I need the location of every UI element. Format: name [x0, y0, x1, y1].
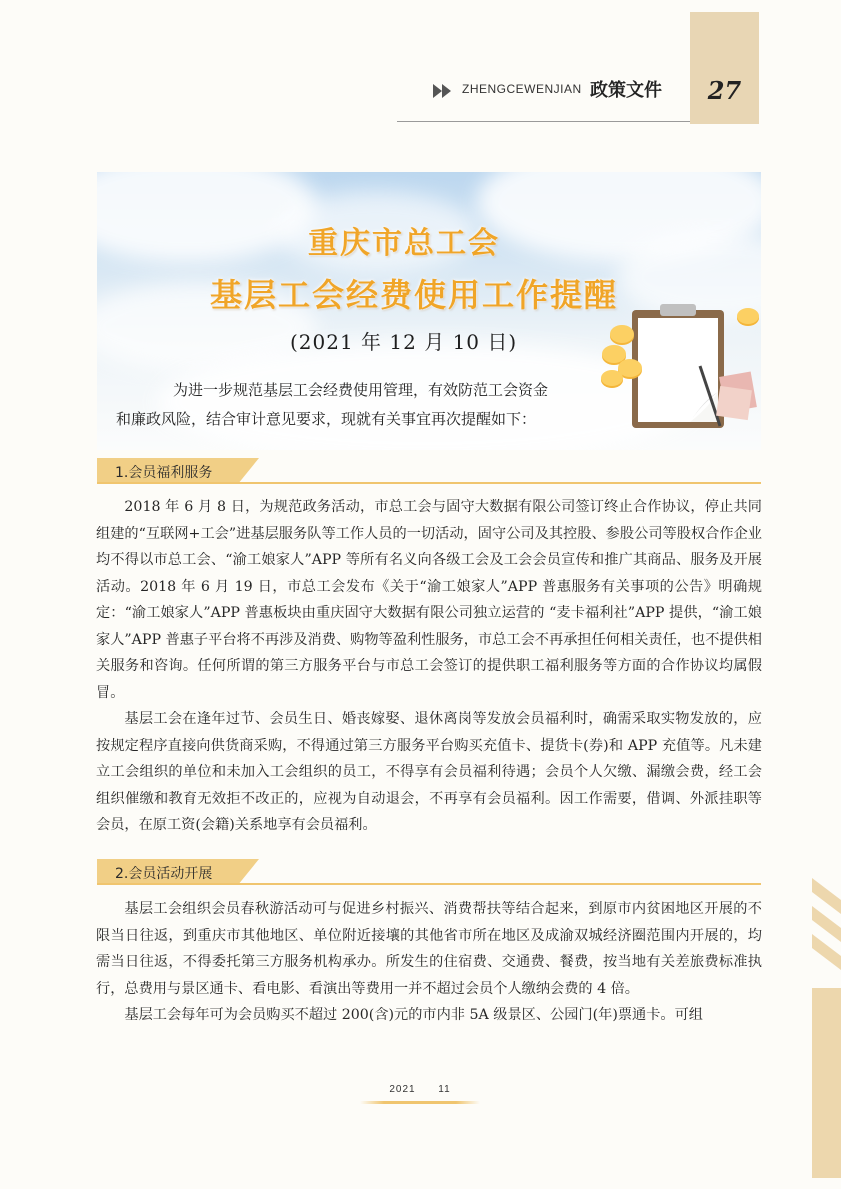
clipboard-coins-illustration [600, 296, 760, 446]
header-rule [397, 121, 690, 122]
section-heading-label: 2.会员活动开展 [115, 866, 213, 882]
banner-title-line1: 重庆市总工会 [308, 226, 500, 261]
footer-rule [360, 1101, 480, 1104]
footer-issue-number: 11 [438, 1084, 451, 1095]
footer-issue [360, 1084, 480, 1095]
paragraph: 基层工会组织会员春秋游活动可与促进乡村振兴、消费帮扶等结合起来，到原市内贫困地区开展的不限当日往返，到重庆市其他地区、单位附近接壤的其他省市所在地区及成渝双城经济圈范围内开展的，均需当日往返，不得委托第三方服务机构承办。所发生的住宿费、交通费、餐费，按当地有关差旅费标准执行，总费用与景区通卡、看电影、看演出等费用一并不超过会员个人缴纳会费的 4 倍。 [96, 901, 762, 997]
section-heading-bar [97, 456, 761, 486]
section-heading-label: 1.会员福利服务 [115, 465, 213, 481]
banner-date: (2021 年 12 月 10 日) [290, 330, 518, 354]
section-heading-rule [97, 883, 761, 885]
double-arrow-icon [433, 84, 453, 98]
banner-title-line2: 基层工会经费使用工作提醒 [209, 276, 618, 314]
intro-line1: 为进一步规范基层工会经费使用管理，有效防范工会资金 [173, 381, 549, 399]
banner-intro [116, 376, 603, 434]
section-name-en: ZHENGCEWENJIAN [462, 82, 582, 96]
paragraph: 基层工会在逢年过节、会员生日、婚丧嫁娶、退休离岗等发放会员福利时，确需采取实物发放的，应按规定程序直接向供货商采购，不得通过第三方服务平台购买充值卡、提货卡(券)和 APP 充值等。凡未建立工会组织的单位和未加入工会组织的员工，不得享有会员福利待遇；会员个人欠缴、漏缴会费，经工会组织催缴和教育无效拒不改正的，应视为自动退会，不再享有会员福利。因工作需要，借调、外派挂职等会员，在原工资(会籍)关系地享有会员福利。 [96, 711, 762, 833]
section-heading-rule [97, 482, 761, 484]
footer-year: 2021 [389, 1084, 416, 1095]
intro-line2: 和廉政风险，结合审计意见要求，现就有关事宜再次提醒如下： [116, 410, 537, 428]
page-number-tab [690, 12, 759, 124]
section-heading-bar [97, 857, 761, 887]
section-name-cn: 政策文件 [590, 80, 662, 101]
page-number: 27 [707, 76, 742, 105]
paragraph: 基层工会每年可为会员购买不超过 200(含)元的市内非 5A 级景区、公园门(年)票通卡。可组 [124, 1007, 703, 1023]
section-body [96, 494, 762, 839]
decorative-stripes [812, 878, 841, 1178]
paragraph: 2018 年 6 月 8 日，为规范政务活动，市总工会与固守大数据有限公司签订终止合作协议，停止共同组建的“互联网+工会”进基层服务队等工作人员的一切活动，固守公司及其控股、参股公司等股权合作企业均不得以市总工会、“渝工娘家人”APP 等所有名义向各级工会及工会会员宣传和推广其商品、服务及开展活动。2018 年 6 月 19 日，市总工会发布《关于“渝工娘家人”APP 普惠服务有关事项的公告》明确规定：“渝工娘家人”APP 普惠板块由重庆固守大数据有限公司独立运营的 “麦卡福利社”APP 提供，“渝工娘家人”APP 普惠子平台将不再涉及消费、购物等盈利性服务，市总工会不再承担任何相关责任，也不提供相关服务和咨询。任何所谓的第三方服务平台与市总工会签订的提供职工福利服务等方面的合作协议均属假冒。 [96, 499, 762, 701]
section-body [96, 896, 762, 1029]
